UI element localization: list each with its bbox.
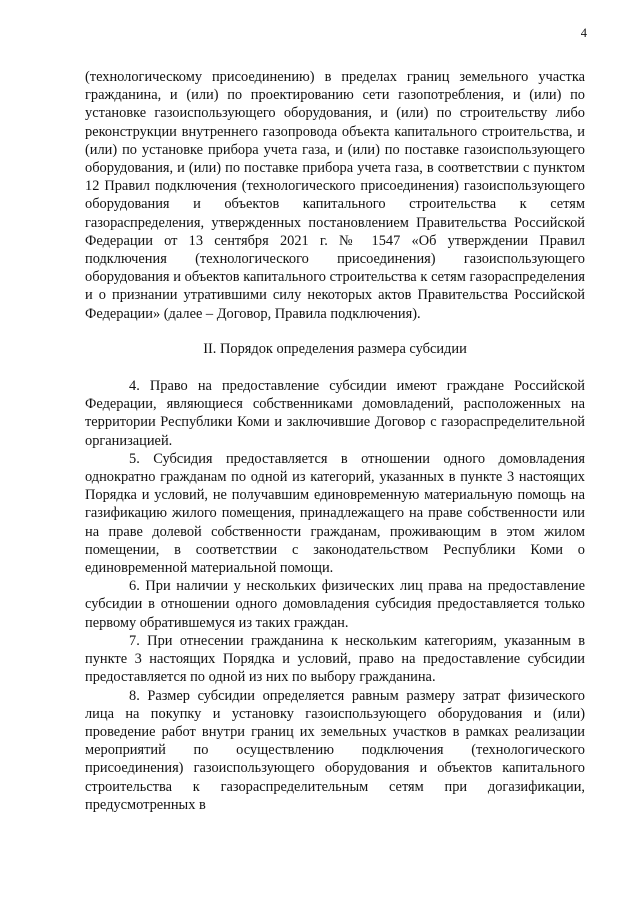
page-number: 4 [580,26,587,40]
paragraph-continuation: (технологическому присоединению) в пределах границ земельного участка гражданина, и (или) по проектированию сети газопотребления, и (или) по установке газоиспользующего оборудования, и (или) по строительству либо реконструкции внутреннего газопровода объекта капитального строительства, и (или) по установке прибора учета газа, и (или) по поставке газоиспользующего оборудования, и (или) по поставке прибора учета газа, в соответствии с пунктом 12 Правил подключения (технологического присоединения) газоиспользующего оборудования и объектов капитального строительства к сетям газораспределения, утвержденных постановлением Правительства Российской Федерации от 13 сентября 2021 г. № 1547 «Об утверждении Правил подключения (технологического присоединения) газоиспользующего оборудования и объектов капитального строительства к сетям газораспределения и о признании утратившими силу некоторых актов Правительства Российской Федерации» (далее – Договор, Правила подключения). [85,69,585,322]
paragraph-5: 5. Субсидия предоставляется в отношении одного домовладения однократно гражданам по одной из категорий, указанных в пункте 3 настоящих Порядка и условий, не получавшим единовременную материальную помощь на газификацию жилого помещения, принадлежащего на праве собственности или на праве долевой собственности гражданам, проживающим в этом жилом помещении, в соответствии с законодательством Республики Коми о единовременной материальной помощи. [85,450,585,577]
paragraph-6: 6. При наличии у нескольких физических лиц права на предоставление субсидии в отношении одного домовладения субсидия предоставляется только первому обратившемуся из таких граждан. [85,578,585,631]
paragraph-4: 4. Право на предоставление субсидии имеют граждане Российской Федерации, являющиеся собственниками домовладений, расположенных на территории Республики Коми и заключившие Договор с газораспределительной организацией. [85,378,585,449]
document-body [85,68,585,814]
paragraph-8: 8. Размер субсидии определяется равным размеру затрат физического лица на покупку и установку газоиспользующего оборудования и (или) проведение работ внутри границ их земельных участков в рамках реализации мероприятий по осуществлению подключения (технологического присоединения) газоиспользующего оборудования и объектов капитального строительства к газораспределительным сетям при догазификации, предусмотренных в [85,687,585,813]
section-title: II. Порядок определения размера субсидии [203,340,467,357]
paragraph-7: 7. При отнесении гражданина к нескольким категориям, указанным в пункте 3 настоящих Порядка и условий, право на предоставление субсидии предоставляется по одной из них по выбору гражданина. [85,632,585,686]
